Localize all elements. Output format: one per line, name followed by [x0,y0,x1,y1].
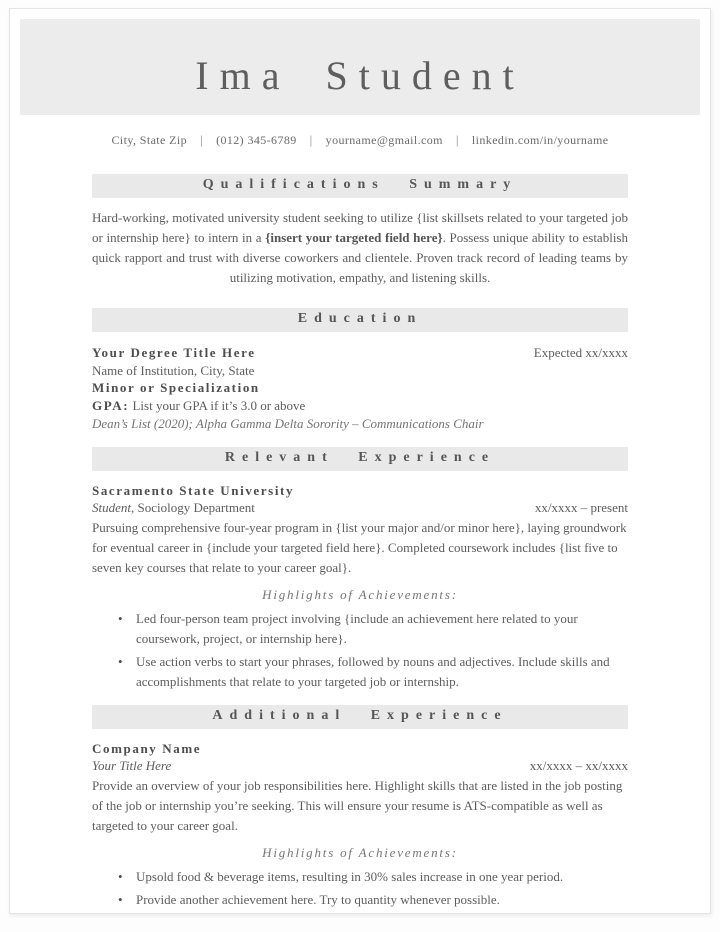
additional-experience-block [92,741,628,910]
additional-description: Provide an overview of your job responsibilities here. Highlight skills that are listed in the job posting of the job or internship you’re seeking. This will ensure your resume is ATS-compatible as well as targeted to your career goal. [92,777,623,833]
contact-phone: (012) 345-6789 [216,132,297,147]
additional-highlights-label: Highlights of Achievements: [262,844,458,860]
gpa-text: List your GPA if it’s 3.0 or above [129,397,306,413]
relevant-bullet-list [92,609,628,692]
section-header-qualifications-summary: Qualifications Summary [92,174,628,198]
additional-dates: xx/xxxx – xx/xxxx [529,757,628,773]
relevant-bullet-item: • Led four-person team project involving {include an achievement here related to your coursework, project, or internship here}. [116,609,628,649]
contact-location: City, State Zip [111,132,188,147]
institution-line: Name of Institution, City, State [92,362,255,378]
gpa-label: GPA: [92,397,130,413]
student-name: Ima Student [195,52,525,98]
relevant-dates: xx/xxxx – present [534,499,628,515]
contact-email: yourname@gmail.com [325,132,443,147]
education-block [92,344,628,433]
honors-line: Dean’s List (2020); Alpha Gamma Delta Sorority – Communications Chair [92,416,484,431]
section-header-relevant-experience: Relevant Experience [92,447,628,471]
summary-text-after: . Possess unique ability to establish quick rapport and trust with diverse coworkers and clientele. Proven track record of leading teams by utilizing motivation, empathy, and listening skills. [92,230,628,285]
resume-content [10,174,710,910]
relevant-role-row [92,499,628,517]
section-header-additional-experience: Additional Experience [92,705,628,729]
contact-bar [10,132,710,148]
minor-line: Minor or Specialization [92,380,260,395]
relevant-employer-name: Sacramento State University [92,482,295,498]
degree-title: Your Degree Title Here [92,345,256,360]
gpa-line [92,397,628,415]
expected-graduation-date: Expected xx/xxxx [533,345,628,360]
contact-linkedin: linkedin.com/in/yourname [471,132,609,147]
relevant-description: Pursuing comprehensive four-year program in {list your major and/or minor here}, laying groundwork for eventual career in {include your targeted field here}. Completed coursework includes {list five to seven key courses that relate to your career goal}. [92,519,627,575]
qualifications-summary-paragraph [92,208,628,288]
section-header-education: Education [92,308,628,332]
additional-bullet-item: • Provide another achievement here. Try to quantity whenever possible. [116,890,628,910]
summary-text-bold: {insert your targeted field here} [265,230,443,245]
relevant-role-title [92,499,255,517]
summary-text-before: Hard-working, motivated university student seeking to utilize {list skillsets related to your targeted job or internship here} to intern in a [92,210,628,245]
relevant-highlights-label: Highlights of Achievements: [262,586,458,602]
relevant-bullet-item: • Use action verbs to start your phrases, followed by nouns and adjectives. Include skills and accomplishments that relate to your targeted job or internship. [116,652,628,692]
additional-bullet-list [92,867,628,910]
relevant-role-italic: Student [92,499,131,515]
contact-separator: | [455,132,459,147]
additional-employer-name: Company Name [92,740,202,756]
degree-row [92,344,628,362]
relevant-role-rest: , Sociology Department [131,499,255,515]
contact-separator: | [200,132,204,147]
name-band [20,19,700,115]
resume-page [9,8,711,914]
relevant-experience-block [92,483,628,692]
additional-role-row [92,757,628,775]
additional-role-title: Your Title Here [92,757,172,773]
contact-separator: | [309,132,313,147]
additional-bullet-item: • Upsold food & beverage items, resulting in 30% sales increase in one year period. [116,867,628,887]
